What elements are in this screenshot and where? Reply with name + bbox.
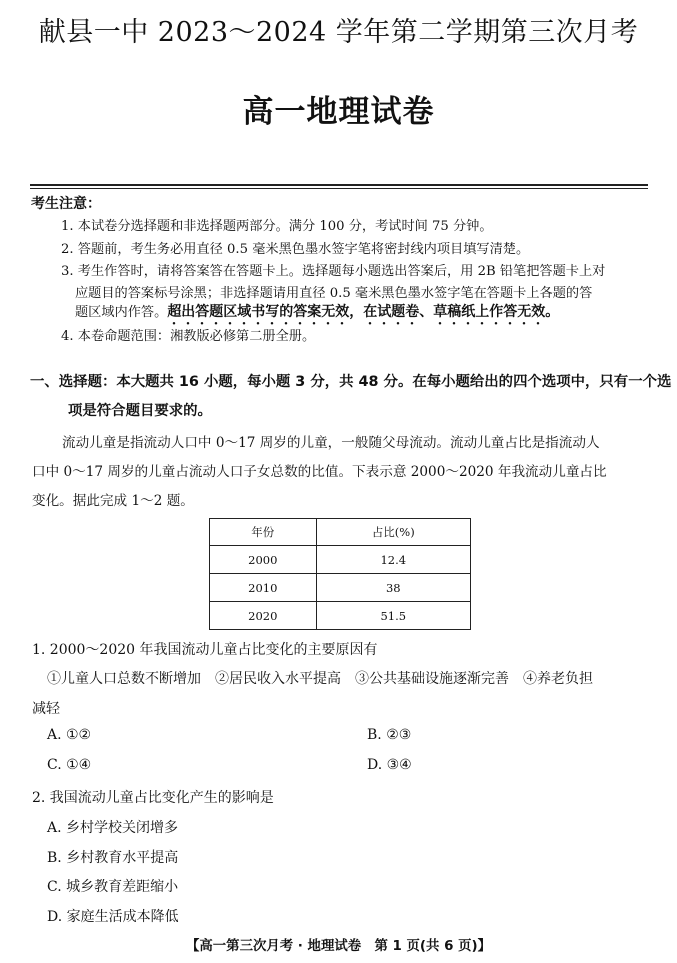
table-header-row (210, 519, 471, 546)
notice-item-3-normal-text: 题区域内作答。 (75, 305, 168, 320)
table-row (210, 546, 471, 574)
notice-heading: 考生注意： (31, 196, 101, 212)
header-divider-thin (30, 188, 648, 189)
table-cell-ratio: 38 (316, 574, 470, 602)
question-2-option-c: C. 城乡教育差距缩小 (47, 879, 179, 895)
notice-item-1: 1. 本试卷分选择题和非选择题两部分。满分 100 分，考试时间 75 分钟。 (61, 219, 493, 234)
paper-title: 高一地理试卷 (242, 94, 435, 130)
flow-children-table (209, 518, 471, 630)
notice-item-4: 4. 本卷命题范围：湘教版必修第二册全册。 (61, 329, 316, 344)
table-cell-year: 2000 (210, 546, 317, 574)
question-2-option-d: D. 家庭生活成本降低 (47, 909, 179, 925)
notice-item-3-line-3 (75, 301, 559, 328)
question-1-option-d: D. ③④ (367, 757, 412, 773)
table-cell-ratio: 12.4 (316, 546, 470, 574)
exam-title: 献县一中 2023～2024 学年第二学期第三次月考 (38, 17, 639, 48)
passage-line-2: 口中 0～17 周岁的儿童占流动人口子女总数的比值。下表示意 2000～2020 年我流动儿童占比 (32, 464, 607, 480)
question-2-option-b: B. 乡村教育水平提高 (47, 850, 179, 866)
table-cell-year: 2010 (210, 574, 317, 602)
question-2-stem: 2. 我国流动儿童占比变化产生的影响是 (32, 790, 274, 806)
table-header-year: 年份 (210, 519, 317, 546)
table-row (210, 574, 471, 602)
question-1-option-b: B. ②③ (367, 727, 412, 743)
passage-line-1: 流动儿童是指流动人口中 0～17 周岁的儿童，一般随父母流动。流动儿童占比是指流动人 (62, 435, 600, 451)
table-header-ratio: 占比(%) (316, 519, 470, 546)
question-1-option-a: A. ①② (47, 727, 92, 743)
section-heading-line-1: 一、选择题：本大题共 16 小题，每小题 3 分，共 48 分。在每小题给出的四个选项中，只有一个选 (30, 374, 672, 390)
question-1-statements-line-1: ①儿童人口总数不断增加 ②居民收入水平提高 ③公共基础设施逐渐完善 ④养老负担 (47, 671, 593, 687)
page-footer: 【高一第三次月考 · 地理试卷 第 1 页(共 6 页)】 (186, 939, 491, 954)
question-1-option-c: C. ①④ (47, 757, 92, 773)
section-heading-line-2: 项是符合题目要求的。 (68, 403, 212, 419)
question-2-option-a: A. 乡村学校关闭增多 (47, 820, 179, 836)
notice-item-3-line-1: 3. 考生作答时，请将答案答在答题卡上。选择题每小题选出答案后，用 2B 铅笔把答题卡上对 (61, 264, 606, 279)
question-1-statements-line-2: 减轻 (32, 701, 60, 717)
notice-item-3-emphasis-text: 超出答题区域书写的答案无效，在试题卷、草稿纸上作答无效。 (167, 304, 560, 320)
table-cell-ratio: 51.5 (316, 602, 470, 630)
passage-line-3: 变化。据此完成 1～2 题。 (32, 493, 194, 509)
table-cell-year: 2020 (210, 602, 317, 630)
question-1-stem: 1. 2000～2020 年我国流动儿童占比变化的主要原因有 (32, 642, 378, 658)
header-divider-thick (30, 184, 648, 186)
notice-item-3-line-2: 应题目的答案标号涂黑；非选择题请用直径 0.5 毫米黑色墨水签字笔在答题卡上各题的答 (75, 286, 593, 301)
notice-item-2: 2. 答题前，考生务必用直径 0.5 毫米黑色墨水签字笔将密封线内项目填写清楚。 (61, 242, 530, 257)
table-row (210, 602, 471, 630)
